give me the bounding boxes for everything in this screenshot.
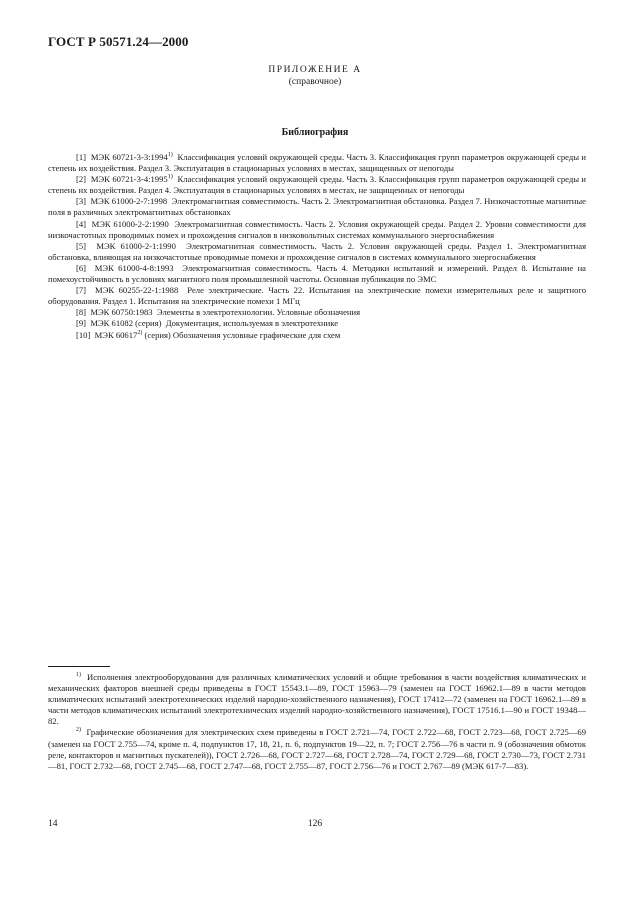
ref-number: [5]: [76, 240, 87, 251]
ref-code: МЭК 61000-2-7:1998: [90, 196, 168, 207]
bibliography-list: [48, 152, 586, 341]
footnote-mark: 1): [76, 672, 81, 679]
ref-text: Электромагнитная совместимость. Часть 2. Условия окружающей среды. Раздел 1. Электромагнитная обстановка, влияющая на низкочастотные проводимые помехи и прохождение сигналов в системах коммунального энергоснабжения: [48, 240, 587, 262]
bibliography-entry: [48, 174, 586, 196]
ref-number: [9]: [76, 318, 87, 329]
ref-number: [8]: [76, 307, 87, 318]
ref-code: МЭК 60721-3-4:1995: [90, 174, 168, 185]
ref-code: МЭК 61000-2-1:1990: [96, 240, 176, 251]
ref-number: [6]: [76, 262, 87, 273]
bibliography-entry: [48, 263, 586, 285]
ref-number: [4]: [76, 218, 87, 229]
bibliography-entry: [48, 330, 586, 341]
bibliography-entry: [48, 196, 586, 218]
standard-designation: ГОСТ Р 50571.24—2000: [48, 34, 189, 49]
ref-text: Электромагнитная совместимость. Часть 4. Методики испытаний и измерений. Раздел 8. Испытание на помехоустойчивость в условиях магнитного поля промышленной частоты. Основная публикация по ЭМС: [48, 262, 586, 285]
bibliography-entry: [48, 152, 586, 174]
ref-text: Элементы в электротехнологии. Условные обозначения: [156, 307, 361, 318]
ref-code: МЭК 61000-2-2:1990: [91, 218, 169, 229]
ref-footnote-mark: 2): [137, 329, 143, 336]
ref-number: [2]: [76, 174, 87, 185]
bibliography-entry: [48, 307, 586, 318]
bibliography-entry: [48, 318, 586, 329]
ref-number: [7]: [76, 285, 87, 296]
page-number-left: 14: [48, 819, 58, 829]
footnote-mark: 2): [76, 727, 81, 734]
footnote: [48, 672, 586, 727]
footnote-text: Графические обозначения для электрических схем приведены в ГОСТ 2.721—74, ГОСТ 2.722—68, ГОСТ 2.723—68, ГОСТ 2.725—69 (заменен на ГОСТ 2.755—74, кроме п. 4, подпунктов 17, 18, 21, п. 6, подпунктов 19—22, п. 7; ГОСТ 2.756—76 в части п. 9 (обозначения обмоток реле, контакторов и магнитных пускателей)), ГОСТ 2.726—68, ГОСТ 2.727—68, ГОСТ 2.728—74, ГОСТ 2.729—68, ГОСТ 2.730—73, ГОСТ 2.731—81, ГОСТ 2.732—68, ГОСТ 2.745—68, ГОСТ 2.747—68, ГОСТ 2.755—87, ГОСТ 2.756—76 и ГОСТ 2.767—89 (МЭК 617-7—83).: [48, 727, 587, 771]
footnote: [48, 727, 586, 771]
bibliography-entry: [48, 285, 586, 307]
ref-text: Электромагнитная совместимость. Часть 2. Электромагнитная обстановка. Раздел 7. Низкочастотные магнитные поля в различных электромагнитных обстановках: [48, 196, 586, 218]
ref-text: Классификация условий окружающей среды. Часть 3. Классификация групп параметров окружающей среды и степень их воздействия. Раздел 3. Эксплуатация в стационарных условиях в местах, защищенных от непогоды: [48, 152, 587, 174]
ref-text: Документация, используемая в электротехнике: [165, 318, 339, 329]
ref-text: Классификация условий окружающей среды. Часть 3. Классификация групп параметров окружающей среды и степень их воздействия. Раздел 4. Эксплуатация в стационарных условиях в местах, не защищенных от непогоды: [48, 174, 587, 196]
footnote-separator: [48, 666, 110, 667]
ref-code: МЭК 61082 (серия): [90, 318, 162, 329]
ref-text: (серия) Обозначения условные графические для схем: [144, 329, 341, 340]
footnotes: [48, 672, 586, 772]
page-number-center: 126: [307, 819, 323, 829]
appendix-heading: [0, 64, 630, 88]
bibliography-entry: [48, 219, 586, 241]
ref-text: Реле электрические. Часть 22. Испытания на электрические помехи измерительных реле и защитного оборудования. Раздел 1. Испытания на электрические помехи 1 МГц: [48, 285, 587, 307]
ref-number: [3]: [76, 196, 87, 207]
appendix-title: ПРИЛОЖЕНИЕ А: [268, 65, 362, 75]
ref-code: МЭК 60617: [94, 329, 138, 340]
ref-number: [1]: [76, 152, 87, 162]
ref-code: МЭК 60255-22-1:1988: [95, 285, 179, 296]
ref-footnote-mark: 1): [167, 152, 173, 159]
appendix-subtitle: (справочное): [288, 77, 342, 87]
ref-code: МЭК 60750:1983: [90, 307, 153, 318]
ref-code: МЭК 60721-3-3:1994: [90, 152, 168, 162]
ref-number: [10]: [76, 329, 91, 340]
ref-text: Электромагнитная совместимость. Часть 2. Условия окружающей среды. Раздел 2. Уровни совместимости для низкочастотных проводимых помех и прохождения сигналов в низковольтных системах коммунального энергоснабжения: [48, 218, 586, 240]
bibliography-entry: [48, 241, 586, 263]
bibliography-title: Библиография: [281, 127, 349, 138]
ref-footnote-mark: 1): [167, 174, 173, 181]
ref-code: МЭК 61000-4-8:1993: [94, 262, 174, 273]
footnote-text: Исполнения электрооборудования для различных климатических условий и общие требования в части воздействия климатических и механических факторов внешней среды приведены в ГОСТ 15543.1—89, ГОСТ 15963—79 (заменен на ГОСТ 16962.1—89 в части методов климатических испытаний электротехнических изделий народно-хозяйственного назначения), ГОСТ 17412—72 (заменен на ГОСТ 16962.1—89 в части методов климатических испытаний электротехнических изделий народно-хозяйственного назначения), ГОСТ 17516.1—90 и ГОСТ 19348—82.: [48, 672, 587, 727]
